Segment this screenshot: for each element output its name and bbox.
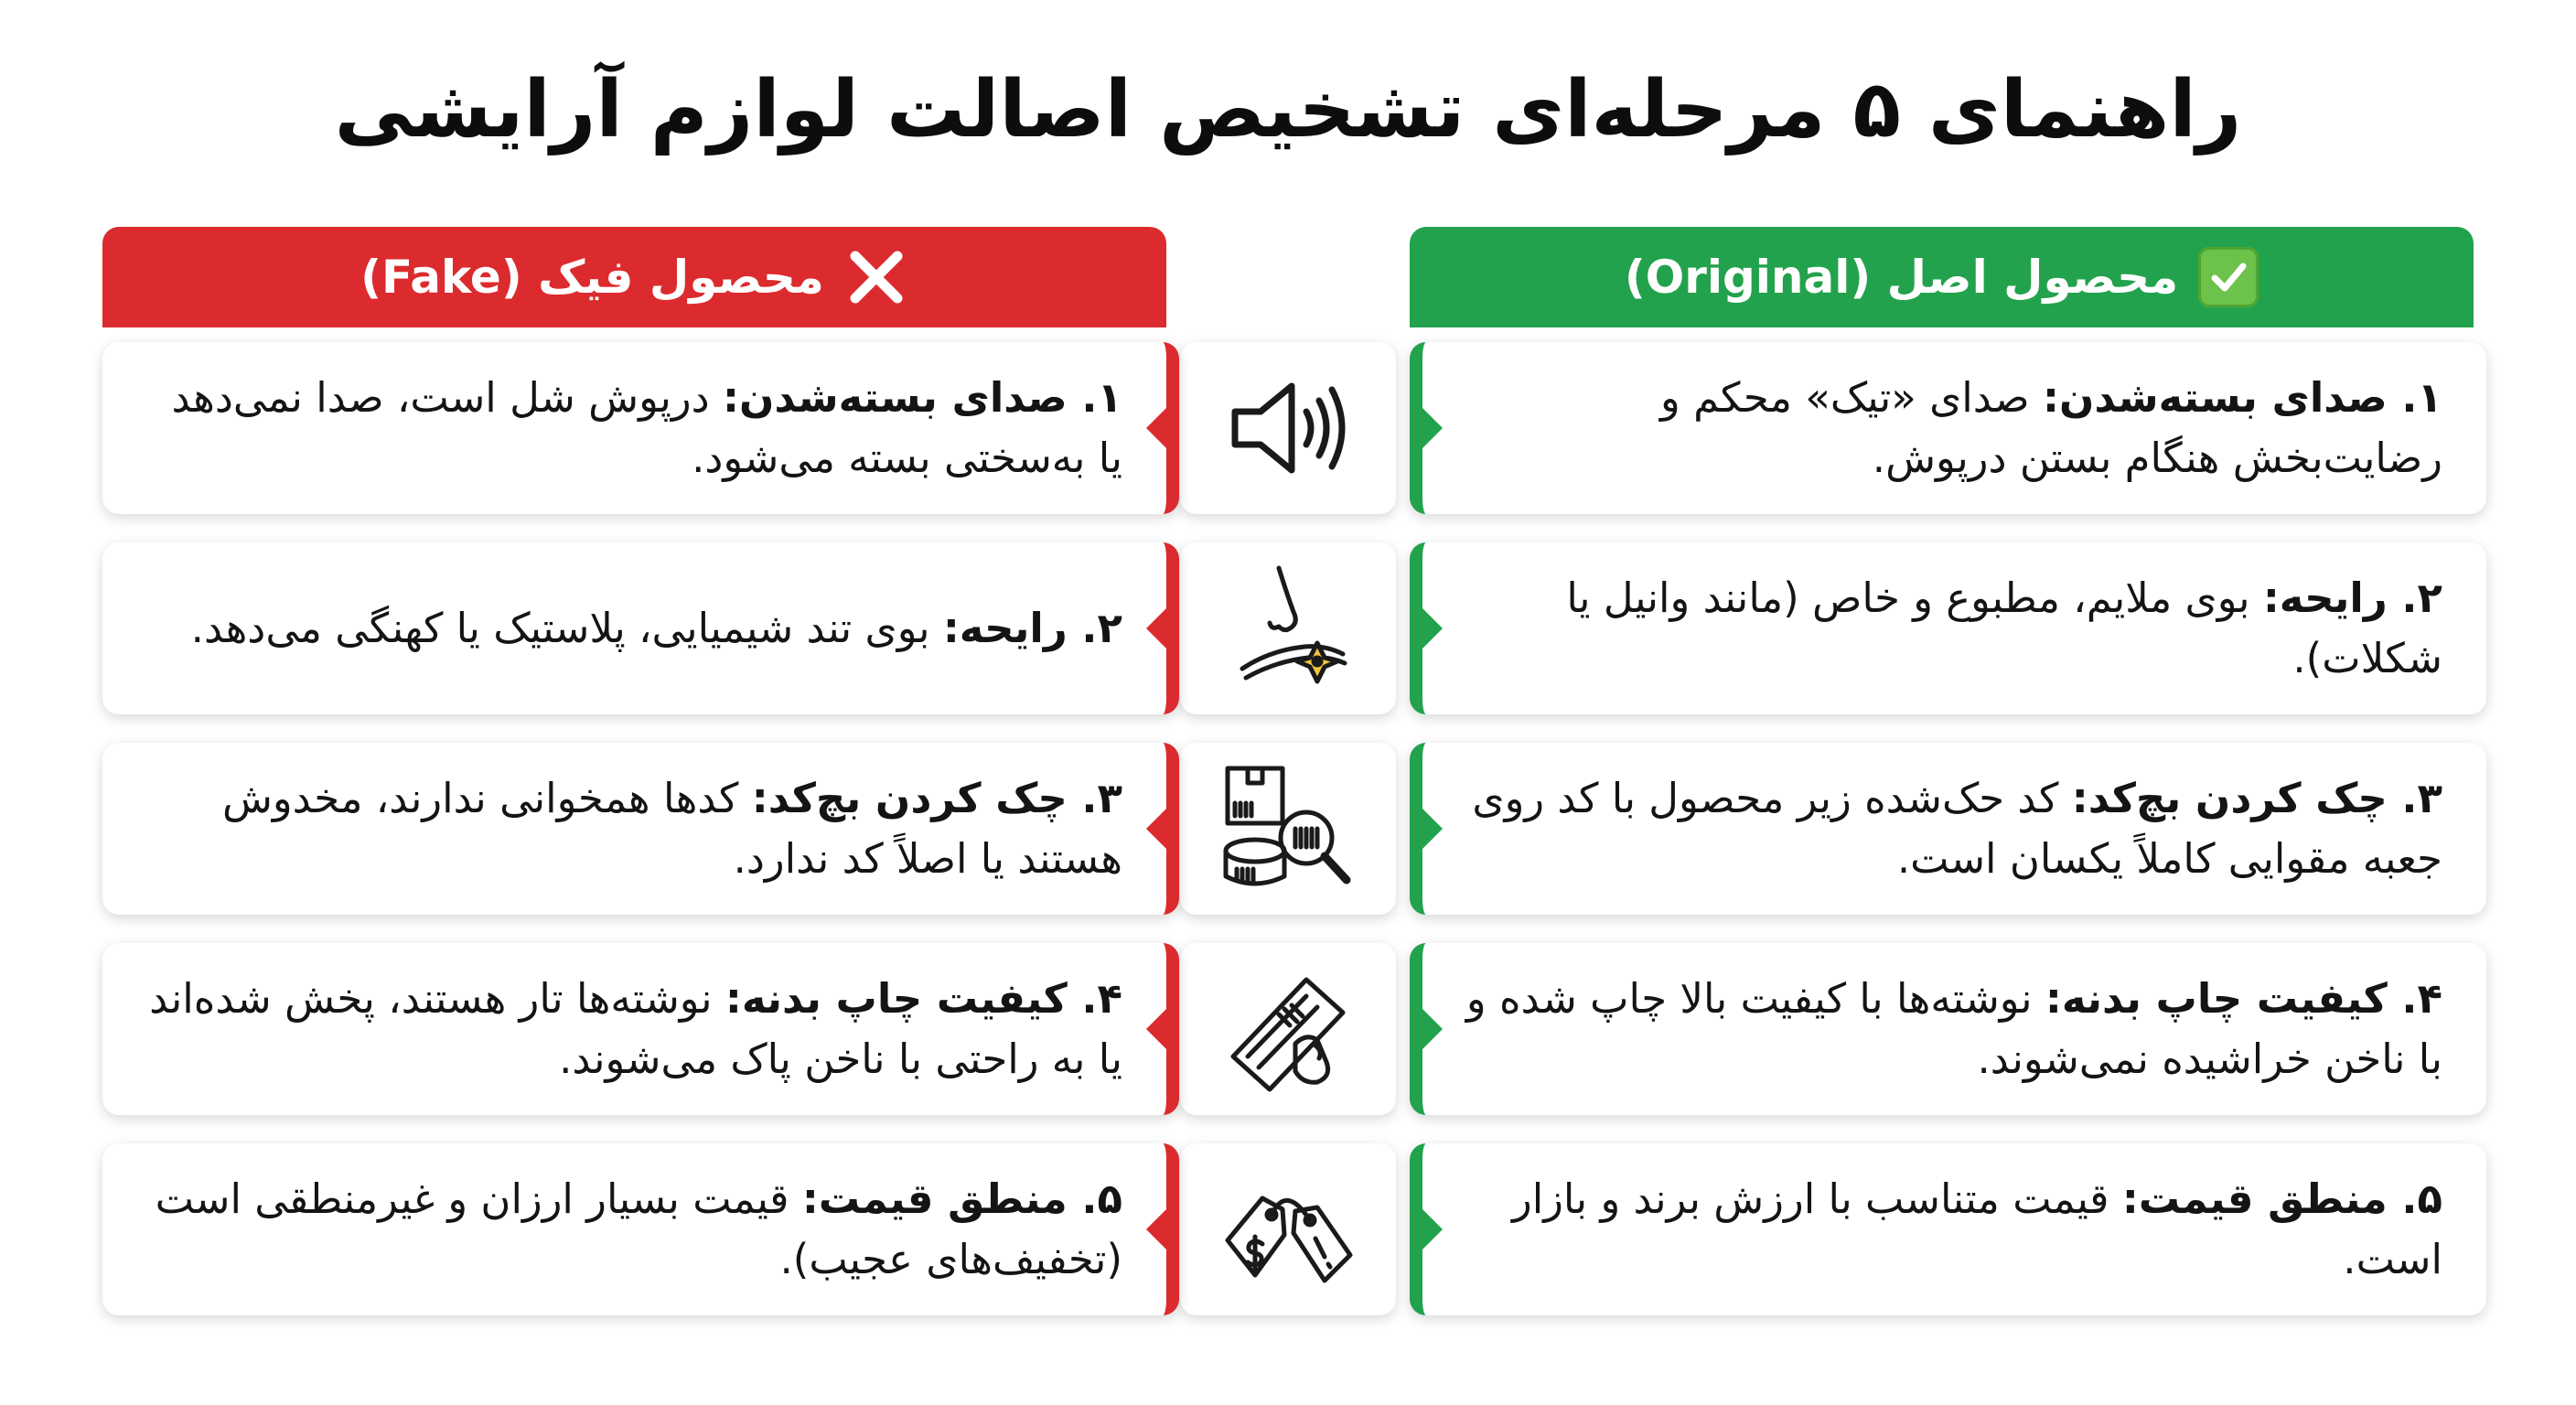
price-tags-icon	[1215, 1156, 1361, 1303]
fake-row-2	[102, 542, 1179, 714]
original-column-header	[1410, 227, 2474, 327]
fake-row-2-text: ۲. رایحه: بوی تند شیمیایی، پلاستیک یا کهنگی می‌دهد.	[190, 604, 1122, 652]
original-row-2	[1410, 542, 2486, 714]
fake-row-4-text: ۴. کیفیت چاپ بدنه: نوشته‌ها تار هستند، پخش شده‌اند یا به راحتی با ناخن پاک می‌شوند.	[149, 974, 1122, 1083]
original-row-1	[1410, 342, 2486, 514]
check-box-icon	[2198, 247, 2259, 307]
row-5-icon-box	[1180, 1143, 1396, 1315]
original-row-3-text: ۳. چک کردن بچ‌کد: کد حک‌شده زیر محصول با کد روی جعبه مقوایی کاملاً یکسان است.	[1472, 774, 2442, 883]
fake-row-5-text: ۵. منطق قیمت: قیمت بسیار ارزان و غیرمنطقی است (تخفیف‌های عجیب).	[155, 1174, 1122, 1283]
original-row-4	[1410, 943, 2486, 1115]
fake-row-1	[102, 342, 1179, 514]
original-row-2-text: ۲. رایحه: بوی ملایم، مطبوع و خاص (مانند وانیل یا شکلات).	[1566, 574, 2442, 682]
nose-vanilla-icon	[1215, 555, 1361, 702]
row-4-icon-box	[1180, 943, 1396, 1115]
row-3-icon-box	[1180, 743, 1396, 915]
original-row-1-text: ۱. صدای بسته‌شدن: صدای «تیک» محکم و رضایت‌بخش هنگام بستن درپوش.	[1660, 373, 2442, 482]
print-scratch-icon	[1215, 956, 1361, 1102]
fake-header-label: محصول فیک (Fake)	[360, 251, 824, 304]
x-mark-icon	[844, 245, 908, 309]
fake-row-3-text: ۳. چک کردن بچ‌کد: کدها همخوانی ندارند، مخدوش هستند یا اصلاً کد ندارد.	[222, 774, 1122, 883]
fake-row-4	[102, 943, 1179, 1115]
fake-row-3	[102, 743, 1179, 915]
original-header-label: محصول اصل (Original)	[1624, 251, 2179, 304]
speaker-icon	[1215, 355, 1361, 501]
original-row-3	[1410, 743, 2486, 915]
page-title: راهنمای ۵ مرحله‌ای تشخیص اصالت لوازم آرایشی	[334, 64, 2242, 156]
fake-column-header	[102, 227, 1166, 327]
row-2-icon-box	[1180, 542, 1396, 714]
fake-row-5	[102, 1143, 1179, 1315]
original-row-5-text: ۵. منطق قیمت: قیمت متناسب با ارزش برند و بازار است.	[1511, 1174, 2442, 1283]
original-row-5	[1410, 1143, 2486, 1315]
fake-row-1-text: ۱. صدای بسته‌شدن: درپوش شل است، صدا نمی‌دهد یا به‌سختی بسته می‌شود.	[171, 373, 1122, 482]
barcode-magnifier-icon	[1215, 756, 1361, 902]
original-row-4-text: ۴. کیفیت چاپ بدنه: نوشته‌ها با کیفیت بالا چاپ شده و با ناخن خراشیده نمی‌شوند.	[1465, 974, 2442, 1083]
row-1-icon-box	[1180, 342, 1396, 514]
